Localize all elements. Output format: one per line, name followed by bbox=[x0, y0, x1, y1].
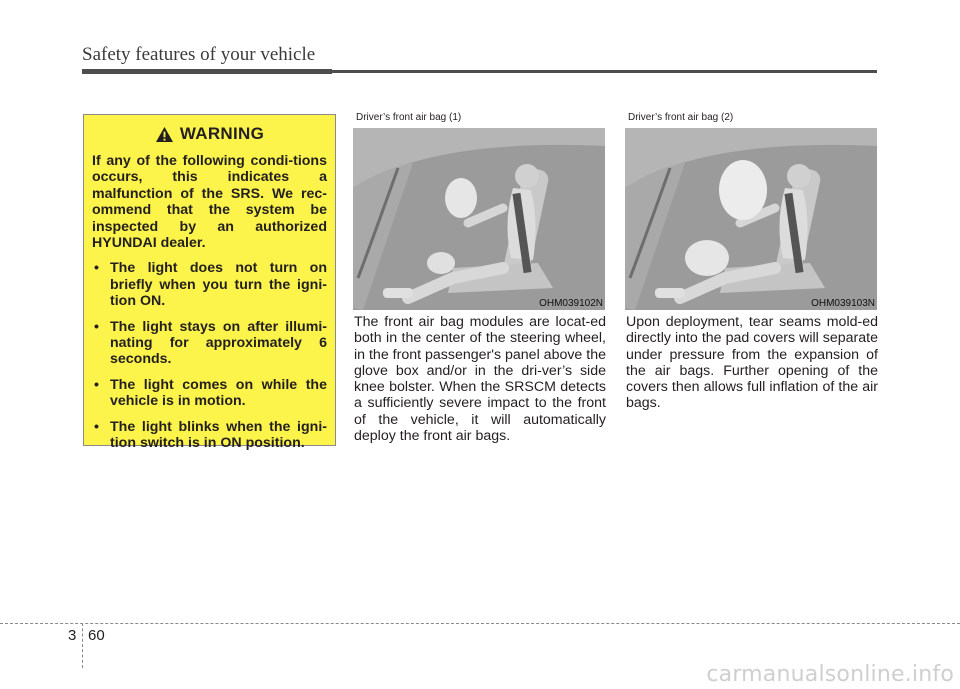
body-paragraph-airbag-modules: The front air bag modules are locat-ed both in the center of the steering wheel, in the front passenger's panel above the glove box and/or in the dri-ver’s side knee bolster. When the SRSCM detects a sufficiently severe impact to the front of the vehicle, it will automatically deploy the front air bags. bbox=[354, 314, 606, 445]
warning-list-item: • The light blinks when the igni-tion switch is in ON position. bbox=[94, 418, 327, 452]
warning-list-item: • The light comes on while the vehicle is in motion. bbox=[94, 376, 327, 410]
footer-rule bbox=[0, 623, 960, 624]
figure-caption: Driver’s front air bag (2) bbox=[628, 112, 734, 123]
warning-title: WARNING bbox=[179, 124, 265, 143]
warning-list-item: • The light does not turn on briefly when you turn the igni-tion ON. bbox=[94, 260, 327, 310]
bullet-icon: • bbox=[94, 376, 99, 393]
bullet-icon: • bbox=[94, 418, 99, 435]
figure-caption: Driver’s front air bag (1) bbox=[356, 112, 462, 123]
warning-box bbox=[83, 114, 336, 452]
figure-code: OHM039102N bbox=[539, 298, 603, 309]
warning-list bbox=[92, 260, 327, 451]
header-rule-accent bbox=[82, 69, 332, 74]
warning-heading bbox=[92, 124, 327, 144]
airbag-illustration-2 bbox=[625, 128, 877, 310]
bullet-icon: • bbox=[94, 318, 99, 335]
watermark: carmanualsonline.info bbox=[706, 662, 954, 687]
bullet-icon: • bbox=[94, 260, 99, 277]
page-number: 60 bbox=[88, 627, 105, 644]
chapter-number: 3 bbox=[68, 627, 77, 644]
warning-intro: If any of the following condi-tions occurs, this indicates a malfunction of the SRS. We rec-ommend that the system be inspected by an authorized HYUNDAI dealer. bbox=[92, 153, 327, 252]
warning-list-item: • The light stays on after illumi-nating for approximately 6 seconds. bbox=[94, 318, 327, 368]
figure-driver-airbag-2 bbox=[625, 112, 877, 310]
footer-vertical-rule bbox=[82, 623, 83, 668]
figure-driver-airbag-1 bbox=[353, 112, 605, 310]
warning-triangle-icon bbox=[155, 126, 174, 143]
body-paragraph-deployment: Upon deployment, tear seams mold-ed directly into the pad covers will separate under pressure from the expansion of the air bags. Further opening of the covers then allows full inflation of the air bags. bbox=[626, 314, 878, 412]
airbag-illustration-1 bbox=[353, 128, 605, 310]
page-header-title: Safety features of your vehicle bbox=[82, 44, 316, 65]
figure-code: OHM039103N bbox=[811, 298, 875, 309]
